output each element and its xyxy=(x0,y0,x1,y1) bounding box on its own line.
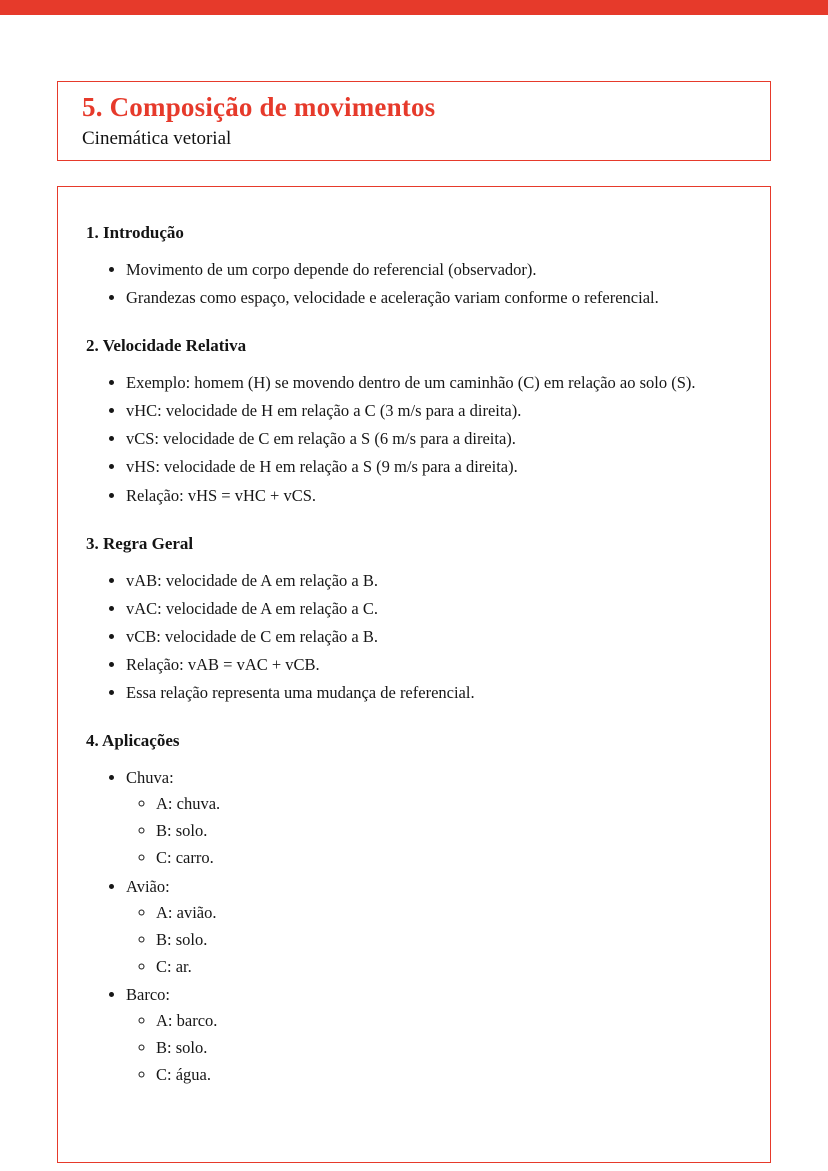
list-item-text: vAB: velocidade de A em relação a B. xyxy=(126,570,378,590)
bullet-list xyxy=(86,569,740,704)
section-heading: 1. Introdução xyxy=(86,223,184,242)
sub-list-item: ◦ B: solo. xyxy=(156,1036,740,1059)
sub-list-item: ◦ C: ar. xyxy=(156,955,740,978)
sub-list-item: ◦ B: solo. xyxy=(156,928,740,951)
sub-list-item: ◦ C: carro. xyxy=(156,846,740,869)
sub-list-item: ◦ C: água. xyxy=(156,1063,740,1086)
list-item xyxy=(126,427,740,450)
page-subtitle: Cinemática vetorial xyxy=(82,128,232,149)
list-item xyxy=(126,597,740,620)
list-item xyxy=(126,681,740,704)
list-item xyxy=(126,653,740,676)
list-item xyxy=(126,258,740,281)
page-title: 5. Composição de movimentos xyxy=(82,92,436,122)
list-item xyxy=(126,875,740,978)
list-item xyxy=(126,625,740,648)
list-item-text: Avião: xyxy=(126,876,170,896)
bullet-list xyxy=(86,258,740,309)
sub-list xyxy=(126,792,740,869)
list-item xyxy=(126,455,740,478)
sub-list-item: ◦ A: barco. xyxy=(156,1009,740,1032)
list-item-text: Chuva: xyxy=(126,768,174,788)
list-item xyxy=(126,371,740,394)
section-heading: 4. Aplicações xyxy=(86,731,180,751)
bullet-list xyxy=(86,371,740,506)
list-item xyxy=(126,399,740,422)
list-item-text: Relação: vAB = vAC + vCB. xyxy=(126,654,320,674)
section-heading: 2. Velocidade Relativa xyxy=(86,336,247,356)
list-item-text: vCB: velocidade de C em relação a B. xyxy=(126,626,378,646)
sub-list-item: ◦ B: solo. xyxy=(156,819,740,842)
list-item xyxy=(126,484,740,507)
list-item-text: Essa relação representa uma mudança de referencial. xyxy=(126,683,475,703)
list-item xyxy=(126,569,740,592)
list-item-text: Movimento de um corpo depende do referencial (observador). xyxy=(126,260,537,279)
sub-list xyxy=(126,901,740,978)
list-item-text: vHS: velocidade de H em relação a S (9 m/s para a direita). xyxy=(126,457,518,477)
list-item xyxy=(126,983,740,1086)
sub-list-item: ◦ A: chuva. xyxy=(156,792,740,815)
content-box xyxy=(57,186,771,1163)
list-item xyxy=(126,766,740,869)
sub-list-item: ◦ A: avião. xyxy=(156,901,740,924)
title-box xyxy=(57,81,771,161)
list-item-text: Barco: xyxy=(126,984,170,1004)
list-item-text: vCS: velocidade de C em relação a S (6 m/s para a direita). xyxy=(126,429,516,449)
top-accent-bar xyxy=(0,0,828,15)
list-item-text: vHC: velocidade de H em relação a C (3 m/s para a direita). xyxy=(126,401,522,421)
bullet-list xyxy=(86,766,740,1086)
sub-list xyxy=(126,1009,740,1086)
list-item-text: Grandezas como espaço, velocidade e aceleração variam conforme o referencial. xyxy=(126,288,659,308)
list-item xyxy=(126,286,740,309)
list-item-text: Exemplo: homem (H) se movendo dentro de um caminhão (C) em relação ao solo (S). xyxy=(126,373,696,393)
list-item-text: Relação: vHS = vHC + vCS. xyxy=(126,485,317,505)
list-item-text: vAC: velocidade de A em relação a C. xyxy=(126,598,378,618)
section-heading: 3. Regra Geral xyxy=(86,533,194,553)
